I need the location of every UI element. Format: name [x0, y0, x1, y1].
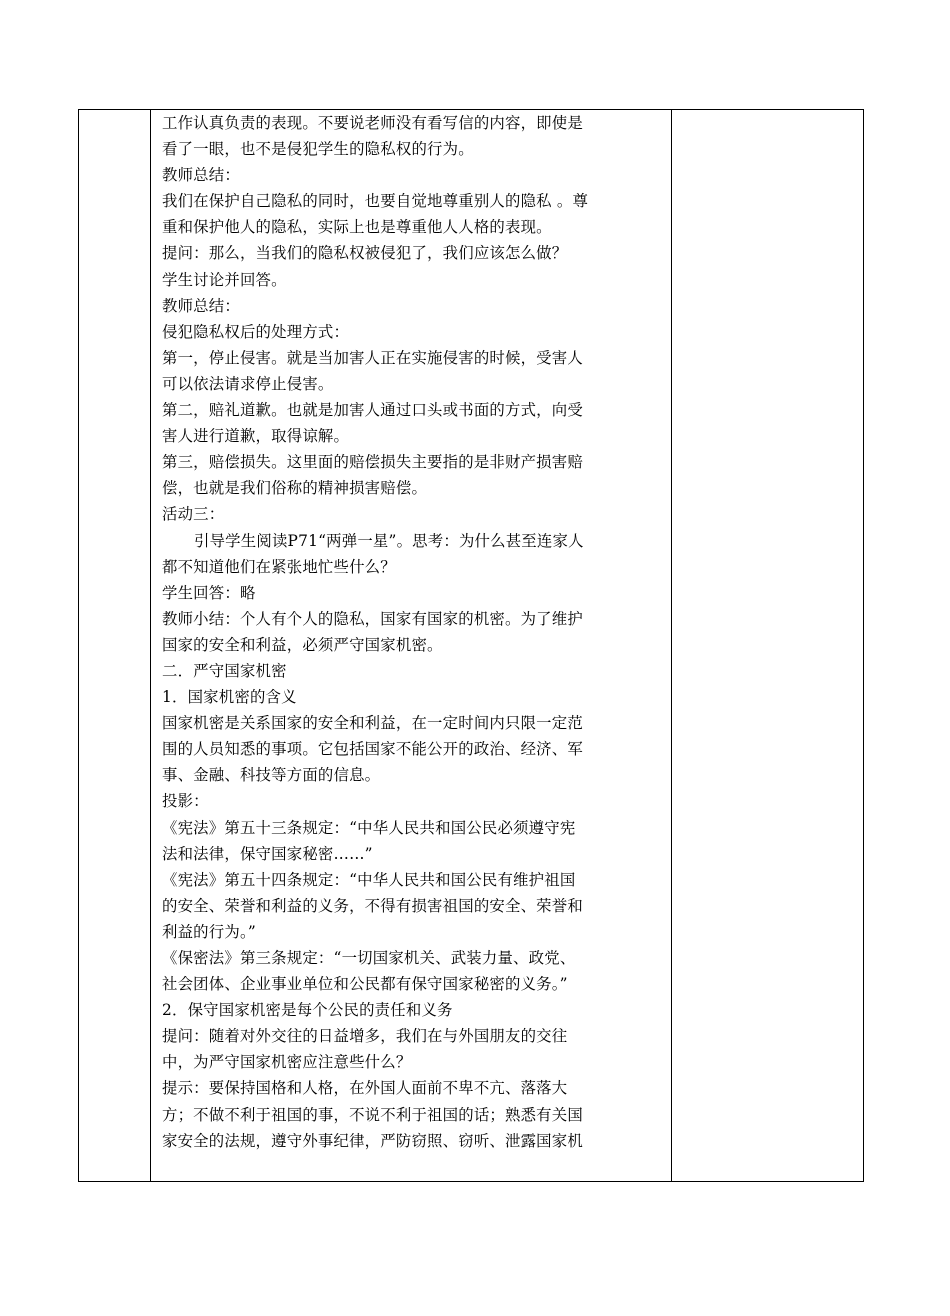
text-line: 方；不做不利于祖国的事，不说不利于祖国的话；熟悉有关国 — [162, 1105, 583, 1124]
text-line: 家安全的法规，遵守外事纪律，严防窃照、窃听、泄露国家机 — [162, 1131, 583, 1150]
text-line: 法和法律，保守国家秘密……” — [162, 844, 373, 863]
text-line: 工作认真负责的表现。不要说老师没有看写信的内容，即使是 — [162, 114, 583, 132]
text-line: 二．严守国家机密 — [162, 661, 287, 680]
text-line: 活动三： — [162, 505, 225, 524]
text-line: 第二，赔礼道歉。也就是加害人通过口头或书面的方式，向受 — [162, 401, 583, 420]
text-line: 教师总结： — [162, 166, 240, 185]
text-line: 社会团体、企业事业单位和公民都有保守国家秘密的义务。” — [162, 975, 568, 994]
text-line: 看了一眼，也不是侵犯学生的隐私权的行为。 — [162, 140, 474, 159]
text-line: 教师小结：个人有个人的隐私，国家有国家的机密。为了维护 — [162, 609, 583, 628]
text-line: 1．国家机密的含义 — [162, 688, 297, 707]
text-line: 国家机密是关系国家的安全和利益，在一定时间内只限一定范 — [162, 714, 583, 733]
text-line: 偿，也就是我们俗称的精神损害赔偿。 — [162, 479, 428, 498]
text-line: 侵犯隐私权后的处理方式： — [162, 322, 350, 341]
text-line: 学生讨论并回答。 — [162, 270, 287, 289]
text-line: 的安全、荣誉和利益的义务，不得有损害祖国的安全、荣誉和 — [162, 896, 583, 915]
text-line: 《保密法》第三条规定：“一切国家机关、武装力量、政党、 — [162, 949, 576, 967]
column-divider-left — [150, 110, 151, 1181]
text-line: 《宪法》第五十四条规定：“中华人民共和国公民有维护祖国 — [162, 870, 576, 889]
text-line: 提问：随着对外交往的日益增多，我们在与外国朋友的交往 — [162, 1027, 568, 1046]
lesson-plan-table — [78, 109, 864, 1182]
text-line: 2．保守国家机密是每个公民的责任和义务 — [162, 1001, 453, 1020]
text-line: 教师总结： — [162, 296, 240, 315]
text-line: 重和保护他人的隐私，实际上也是尊重他人人格的表现。 — [162, 218, 552, 237]
text-line: 中，为严守国家机密应注意些什么？ — [162, 1053, 412, 1072]
text-line: 第三，赔偿损失。这里面的赔偿损失主要指的是非财产损害赔 — [162, 453, 583, 472]
text-line: 《宪法》第五十三条规定：“中华人民共和国公民必须遵守宪 — [162, 818, 576, 837]
text-line: 围的人员知悉的事项。它包括国家不能公开的政治、经济、军 — [162, 740, 583, 759]
text-line: 可以依法请求停止侵害。 — [162, 374, 334, 393]
teaching-process-cell — [162, 110, 670, 1154]
text-line: 害人进行道歉，取得谅解。 — [162, 427, 350, 446]
column-divider-right — [671, 110, 672, 1181]
text-line: 学生回答：略 — [162, 583, 256, 602]
text-line: 提示：要保持国格和人格，在外国人面前不卑不亢、落落大 — [162, 1079, 568, 1098]
text-line: 事、金融、科技等方面的信息。 — [162, 766, 381, 785]
text-line: 国家的安全和利益，必须严守国家机密。 — [162, 635, 443, 654]
text-line: 第一，停止侵害。就是当加害人正在实施侵害的时候，受害人 — [162, 348, 583, 367]
text-line: 都不知道他们在紧张地忙些什么？ — [162, 557, 396, 576]
text-line: 利益的行为。” — [162, 922, 256, 941]
text-line: 提问：那么，当我们的隐私权被侵犯了，我们应该怎么做？ — [162, 244, 568, 263]
text-line: 我们在保护自己隐私的同时，也要自觉地尊重别人的隐私 。尊 — [162, 192, 589, 211]
text-line: 投影： — [162, 792, 209, 811]
text-line: 引导学生阅读P71“两弹一星”。思考：为什么甚至连家人 — [194, 531, 584, 550]
